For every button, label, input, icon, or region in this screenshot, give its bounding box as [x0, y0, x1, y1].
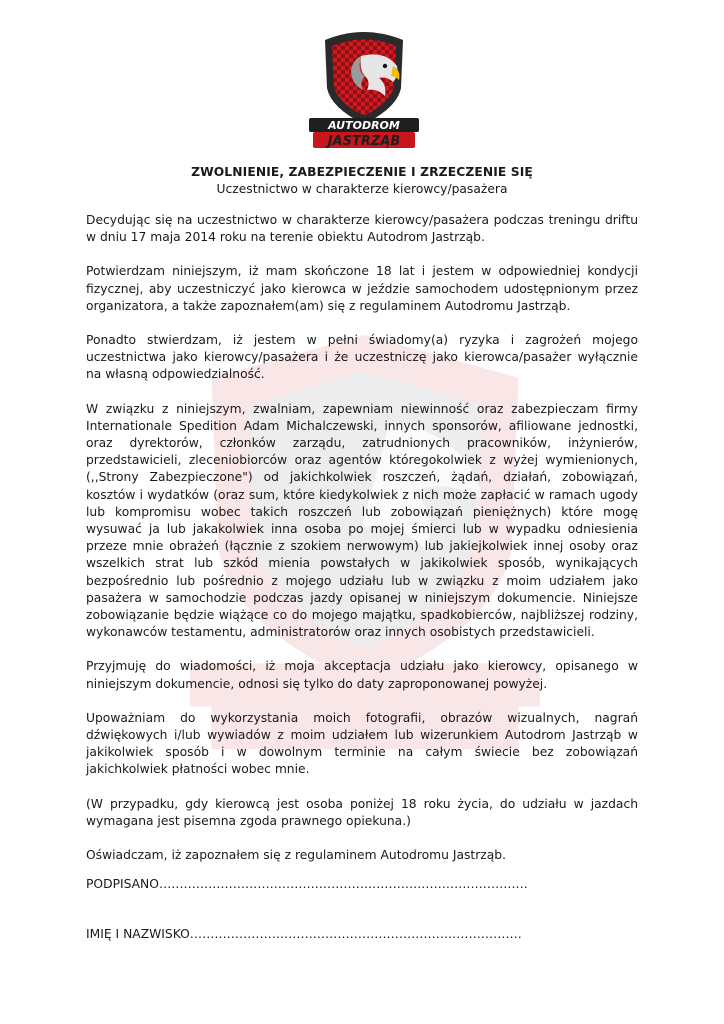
paragraph-acceptance-date: Przyjmuję do wiadomości, iż moja akceptacja udziału jako kierowcy, opisanego w niniejszym dokumencie, odnosi się tylko do daty zaproponowanej powyżej.: [86, 659, 638, 691]
autodrom-jastrzab-logo: [301, 26, 427, 150]
full-name-line[interactable]: [86, 927, 522, 941]
signature-dots[interactable]: ………………………………………………………………………………: [158, 877, 528, 891]
paragraph-image-rights: Upoważniam do wykorzystania moich fotografii, obrazów wizualnych, nagrań dźwiękowych i/lub wywiadów z moim udziałem lub wizerunkiem Autodrom Jastrząb w jakikolwiek sposób i w dowolnym terminie na całym świecie bez zobowiązań jakichkolwiek płatności wobec mnie.: [86, 710, 638, 777]
paragraph-risk-awareness: Ponadto stwierdzam, iż jestem w pełni świadomy(a) ryzyka i zagrożeń mojego uczestnictwa jako kierowcy/pasażera i że uczestniczę jako kierowca/pasażer wyłącznie na własną odpowiedzialność.: [86, 333, 638, 382]
signature-label: PODPISANO: [86, 877, 159, 891]
logo-text-autodrom: AUTODROM: [328, 119, 400, 132]
paragraph-release: W związku z niniejszym, zwalniam, zapewniam niewinność oraz zabezpieczam firmy Internationale Spedition Adam Michalczewski, innych sponsorów, afiliowane jednostki, oraz dyrektorów, członków zarządu, zatrudnionych pracowników, inżynierów, przedstawicieli, zleceniobiorców oraz agentów któregokolwiek z wyżej wymienionych, (,,Strony Zabezpieczone") od jakichkolwiek roszczeń, żądań, działań, zobowiązań, kosztów i wydatków (oraz sum, które kiedykolwiek z nich może zapłacić w ramach ugody lub kompromisu wobec takich roszczeń lub zobowiązań pieniężnych) które mogę wysuwać ja lub jakakolwiek inna osoba po mojej śmierci lub w wypadku odniesienia przeze mnie obrażeń (łącznie z szokiem nerwowym) lub jakiejkolwiek innej osoby oraz wszelkich strat lub szkód mienia powstałych w jakikolwiek sposób, wynikających bezpośrednio lub pośrednio z mojego udziału lub w związku z moim udziałem jako pasażera w samochodzie podczas jazdy opisanej w niniejszym dokumencie. Niniejsze zobowiązanie będzie wiążące co do mojego majątku, spadkobierców, najbliższej rodziny, wykonawców testamentu, administratorów oraz innych osobistych przedstawicieli.: [86, 401, 638, 640]
document-body: [86, 163, 638, 881]
document-subtitle: Uczestnictwo w charakterze kierowcy/pasażera: [216, 182, 508, 196]
signature-line[interactable]: [86, 877, 528, 891]
paragraph-age-confirmation: Potwierdzam niniejszym, iż mam skończone 18 lat i jestem w odpowiedniej kondycji fizycznej, aby uczestniczyć jako kierowca w jeździe samochodem udostępnionym przez organizatora, a także zapoznałem(am) się z regulaminem Autodromu Jastrząb.: [86, 264, 638, 313]
paragraph-regulations: Oświadczam, iż zapoznałem się z regulaminem Autodromu Jastrząb.: [86, 848, 506, 863]
paragraph-minor-consent: (W przypadku, gdy kierowcą jest osoba poniżej 18 roku życia, do udziału w jazdach wymagana jest pisemna zgoda prawnego opiekuna.): [86, 796, 638, 828]
full-name-dots[interactable]: ………………………………………………………………………: [189, 927, 522, 941]
paragraph-participation: Decydując się na uczestnictwo w charakterze kierowcy/pasażera podczas treningu driftu w dniu 17 maja 2014 roku na terenie obiektu Autodrom Jastrząb.: [86, 213, 638, 245]
full-name-label: IMIĘ I NAZWISKO: [86, 927, 190, 941]
logo-text-jastrzab: JASTRZĄB: [327, 134, 401, 149]
document-title: ZWOLNIENIE, ZABEZPIECZENIE I ZRZECZENIE SIĘ: [191, 165, 533, 179]
